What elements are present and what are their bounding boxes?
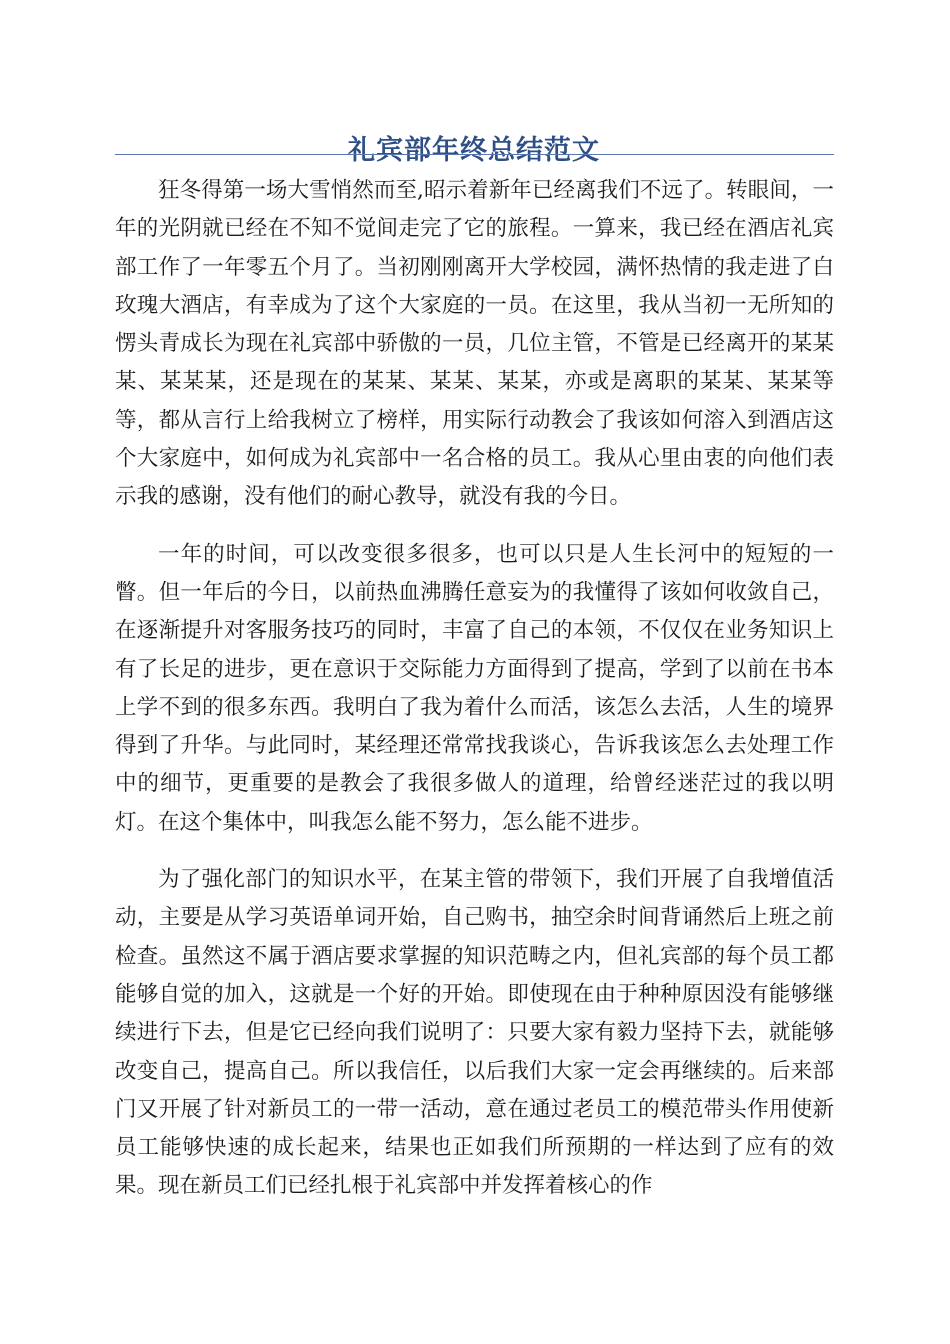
paragraph-1: 狂冬得第一场大雪悄然而至,昭示着新年已经离我们不远了。转眼间，一年的光阴就已经在不知不觉间走完了它的旅程。一算来，我已经在酒店礼宾部工作了一年零五个月了。当初刚刚离开大学校园，满怀热情的我走进了白玫瑰大酒店，有幸成为了这个大家庭的一员。在这里，我从当初一无所知的愣头青成长为现在礼宾部中骄傲的一员，几位主管，不管是已经离开的某某某、某某某，还是现在的某某、某某、某某，亦或是离职的某某、某某等等，都从言行上给我树立了榜样，用实际行动教会了我该如何溶入到酒店这个大家庭中，如何成为礼宾部中一名合格的员工。我从心里由衷的向他们表示我的感谢，没有他们的耐心教导，就没有我的今日。 xyxy=(115,178,834,510)
paragraph-2: 一年的时间，可以改变很多很多，也可以只是人生长河中的短短的一瞥。但一年后的今日，以前热血沸腾任意妄为的我懂得了该如何收敛自己，在逐渐提升对客服务技巧的同时，丰富了自己的本领，不仅仅在业务知识上有了长足的进步，更在意识于交际能力方面得到了提高，学到了以前在书本上学不到的很多东西。我明白了我为着什么而活，该怎么去活，人生的境界得到了升华。与此同时，某经理还常常找我谈心，告诉我该怎么去处理工作中的细节，更重要的是教会了我很多做人的道理，给曾经迷茫过的我以明灯。在这个集体中，叫我怎么能不努力，怎么能不进步。 xyxy=(115,541,834,835)
title-underline xyxy=(115,154,834,155)
document-body xyxy=(115,172,834,1225)
document-title: 礼宾部年终总结范文 xyxy=(348,135,600,167)
paragraph-3: 为了强化部门的知识水平，在某主管的带领下，我们开展了自我增值活动，主要是从学习英语单词开始，自己购书，抽空余时间背诵然后上班之前检查。虽然这不属于酒店要求掌握的知识范畴之内，但礼宾部的每个员工都能够自觉的加入，这就是一个好的开始。即使现在由于种种原因没有能够继续进行下去，但是它已经向我们说明了：只要大家有毅力坚持下去，就能够改变自己，提高自己。所以我信任，以后我们大家一定会再继续的。后来部门又开展了针对新员工的一带一活动，意在通过老员工的模范带头作用使新员工能够快速的成长起来，结果也正如我们所预期的一样达到了应有的效果。现在新员工们已经扎根于礼宾部中并发挥着核心的作 xyxy=(115,867,834,1199)
